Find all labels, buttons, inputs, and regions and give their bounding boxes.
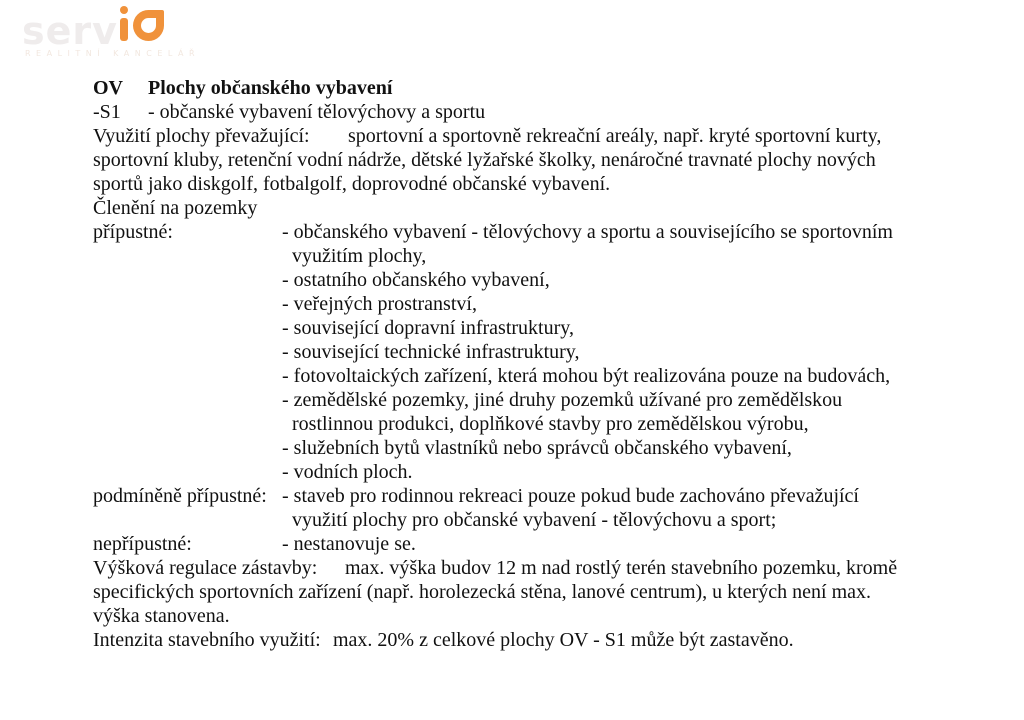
label-plot-division: Členění na pozemky (93, 197, 258, 219)
subzone-code: -S1 (93, 101, 121, 123)
prevailing-use-text: sportovní kluby, retenční vodní nádrže, dětské lyžařské školky, nenáročné travnaté plochy nových (93, 149, 876, 171)
height-regulation-line (93, 604, 993, 628)
permissible-item: - ostatního občanského vybavení, (282, 269, 550, 291)
height-regulation-line (93, 556, 993, 580)
label-prevailing-use: Využití plochy převažující: (93, 125, 310, 147)
zone-title: Plochy občanského vybavení (148, 77, 393, 99)
conditionally-permissible-line (93, 508, 993, 532)
permissible-line (93, 244, 993, 268)
logo-drop-o-icon (133, 10, 164, 41)
subzone-name: - občanské vybavení tělovýchovy a sportu (148, 101, 486, 123)
logo-i-dot-icon (120, 6, 128, 14)
permissible-line (93, 388, 993, 412)
permissible-line (93, 364, 993, 388)
label-height-regulation: Výšková regulace zástavby: (93, 557, 318, 579)
subzone-line (93, 100, 993, 124)
building-intensity-text: max. 20% z celkové plochy OV - S1 může být zastavěno. (333, 629, 794, 651)
permissible-item: rostlinnou produkci, doplňkové stavby pro zemědělskou výrobu, (292, 413, 809, 435)
prevailing-use-line (93, 172, 993, 196)
plot-division-line (93, 196, 993, 220)
permissible-item: - související technické infrastruktury, (282, 341, 580, 363)
logo-subtitle: REALITNÍ KANCELÁŘ (25, 49, 201, 58)
logo-i-stem-icon (120, 18, 128, 41)
logo-text-serv: serv (22, 9, 118, 53)
height-regulation-line (93, 580, 993, 604)
permissible-item: využitím plochy, (292, 245, 427, 267)
impermissible-item: - nestanovuje se. (282, 533, 416, 555)
label-building-intensity: Intenzita stavebního využití: (93, 629, 321, 651)
zoning-document-text (93, 76, 993, 652)
permissible-line (93, 412, 993, 436)
height-regulation-text: výška stanovena. (93, 605, 230, 627)
permissible-line (93, 436, 993, 460)
permissible-item: - vodních ploch. (282, 461, 413, 483)
prevailing-use-text: sportovní a sportovně rekreační areály, např. kryté sportovní kurty, (348, 125, 882, 147)
permissible-item: - občanského vybavení - tělovýchovy a sportu a souvisejícího se sportovním (282, 221, 893, 243)
conditionally-permissible-line (93, 484, 993, 508)
permissible-item: - zemědělské pozemky, jiné druhy pozemků užívané pro zemědělskou (282, 389, 843, 411)
prevailing-use-line (93, 148, 993, 172)
logo-letter-i-icon (120, 6, 128, 41)
permissible-item: - fotovoltaických zařízení, která mohou být realizována pouze na budovách, (282, 365, 891, 387)
label-conditionally-permissible: podmíněně přípustné: (93, 485, 267, 507)
permissible-item: - veřejných prostranství, (282, 293, 477, 315)
permissible-line (93, 460, 993, 484)
permissible-line (93, 340, 993, 364)
permissible-line (93, 220, 993, 244)
permissible-line (93, 316, 993, 340)
permissible-line (93, 292, 993, 316)
conditionally-permissible-item: - staveb pro rodinnou rekreaci pouze pokud bude zachováno převažující (282, 485, 859, 507)
conditionally-permissible-item: využití plochy pro občanské vybavení - tělovýchovu a sport; (292, 509, 777, 531)
height-regulation-text: max. výška budov 12 m nad rostlý terén stavebního pozemku, kromě (345, 557, 898, 579)
building-intensity-line (93, 628, 993, 652)
prevailing-use-line (93, 124, 993, 148)
permissible-item: - související dopravní infrastruktury, (282, 317, 574, 339)
prevailing-use-text: sportů jako diskgolf, fotbalgolf, doprovodné občanské vybavení. (93, 173, 611, 195)
servio-logo (22, 6, 164, 53)
label-impermissible: nepřípustné: (93, 533, 192, 555)
label-permissible: přípustné: (93, 221, 173, 243)
height-regulation-text: specifických sportovních zařízení (např. horolezecká stěna, lanové centrum), u kterých není max. (93, 581, 872, 603)
permissible-item: - služebních bytů vlastníků nebo správců občanského vybavení, (282, 437, 792, 459)
zone-code: OV (93, 77, 123, 99)
impermissible-line (93, 532, 993, 556)
zone-heading-line (93, 76, 993, 100)
permissible-line (93, 268, 993, 292)
